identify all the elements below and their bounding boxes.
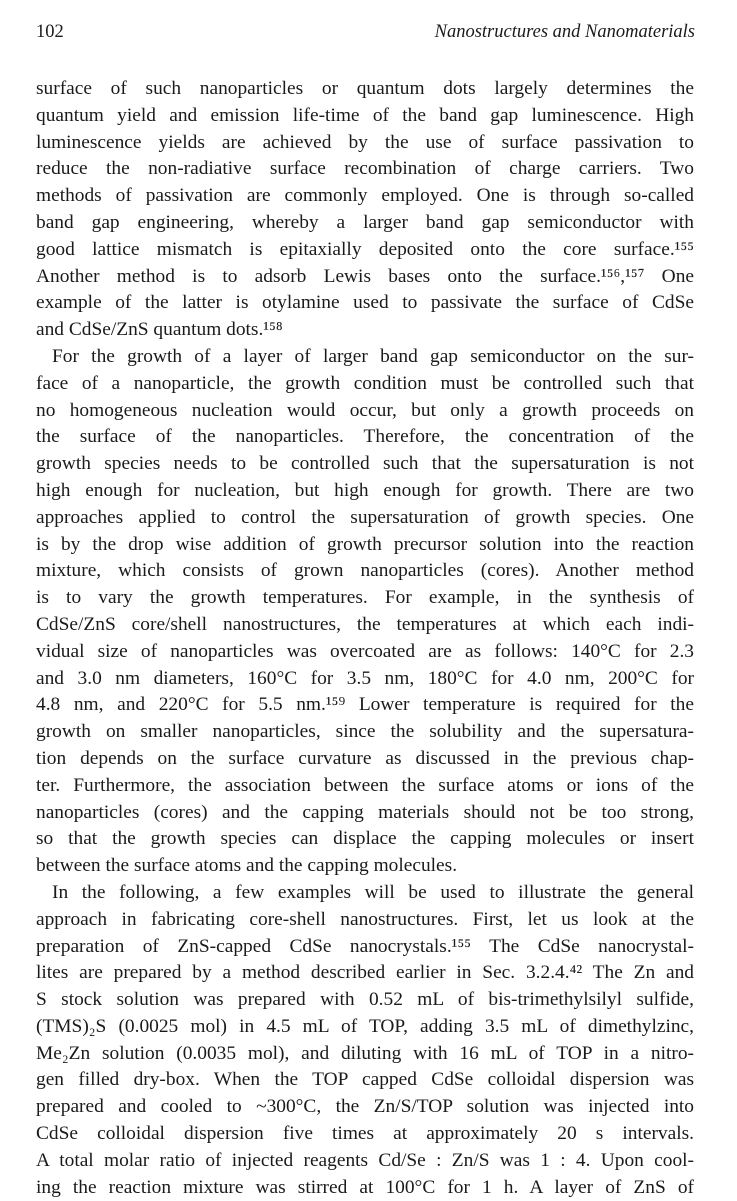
- text-line: CdSe colloidal dispersion five times at approximately 20 s intervals.: [36, 1123, 694, 1145]
- text-line: so that the growth species can displace the capping molecules or insert: [36, 828, 694, 850]
- text-line: luminescence yields are achieved by the use of surface passivation to: [36, 131, 694, 153]
- text-line: face of a nanoparticle, the growth condition must be controlled such that: [36, 372, 694, 394]
- text-line: 4.8 nm, and 220°C for 5.5 nm.¹⁵⁹ Lower temperature is required for the: [36, 694, 694, 716]
- text-line: between the surface atoms and the capping molecules.: [36, 855, 458, 877]
- page-number: 102: [36, 22, 64, 42]
- text-line: preparation of ZnS-capped CdSe nanocrystals.¹⁵⁵ The CdSe nanocrystal-: [36, 935, 694, 957]
- text-line: ing the reaction mixture was stirred at 100°C for 1 h. A layer of ZnS of: [36, 1176, 694, 1198]
- text-line: example of the latter is otylamine used to passivate the surface of CdSe: [36, 292, 694, 314]
- text-line: and 3.0 nm diameters, 160°C for 3.5 nm, 180°C for 4.0 nm, 200°C for: [36, 667, 694, 689]
- text-line: is by the drop wise addition of growth precursor solution into the reaction: [36, 533, 694, 555]
- paragraph-first-line: In the following, a few examples will be used to illustrate the general: [52, 881, 694, 903]
- text-line: approaches applied to control the supersaturation of growth species. One: [36, 506, 694, 528]
- text-line: growth species needs to be controlled such that the supersaturation is not: [36, 453, 694, 475]
- text-line: mixture, which consists of grown nanoparticles (cores). Another method: [36, 560, 694, 582]
- text-line: is to vary the growth temperatures. For example, in the synthesis of: [36, 587, 694, 609]
- text-line: good lattice mismatch is epitaxially deposited onto the core surface.¹⁵⁵: [36, 238, 694, 260]
- text-line: lites are prepared by a method described earlier in Sec. 3.2.4.⁴² The Zn and: [36, 962, 694, 984]
- text-line: A total molar ratio of injected reagents Cd/Se : Zn/S was 1 : 4. Upon cool-: [36, 1149, 694, 1171]
- text-line: and CdSe/ZnS quantum dots.¹⁵⁸: [36, 319, 283, 341]
- text-line: (TMS)₂S (0.0025 mol) in 4.5 mL of TOP, adding 3.5 mL of dimethylzinc,: [36, 1015, 694, 1037]
- text-line: CdSe/ZnS core/shell nanostructures, the temperatures at which each indi-: [36, 613, 694, 635]
- text-line: band gap engineering, whereby a larger band gap semiconductor with: [36, 211, 694, 233]
- text-line: approach in fabricating core-shell nanostructures. First, let us look at the: [36, 908, 694, 930]
- text-line: gen filled dry-box. When the TOP capped CdSe colloidal dispersion was: [36, 1069, 694, 1091]
- text-line: prepared and cooled to ~300°C, the Zn/S/TOP solution was injected into: [36, 1096, 694, 1118]
- text-line: nanoparticles (cores) and the capping materials should not be too strong,: [36, 801, 694, 823]
- text-line: vidual size of nanoparticles was overcoated are as follows: 140°C for 2.3: [36, 640, 694, 662]
- text-line: ter. Furthermore, the association between the surface atoms or ions of the: [36, 774, 694, 796]
- running-header: [36, 22, 695, 48]
- running-title: Nanostructures and Nanomaterials: [434, 22, 695, 42]
- body-text: [36, 76, 694, 1201]
- text-line: surface of such nanoparticles or quantum dots largely determines the: [36, 78, 694, 99]
- text-line: methods of passivation are commonly employed. One is through so-called: [36, 185, 694, 207]
- text-line: growth on smaller nanoparticles, since the solubility and the supersatura-: [36, 721, 694, 743]
- text-line: the surface of the nanoparticles. Therefore, the concentration of the: [36, 426, 694, 448]
- text-line: Me₂Zn solution (0.0035 mol), and diluting with 16 mL of TOP in a nitro-: [36, 1042, 694, 1064]
- text-line: quantum yield and emission life-time of the band gap luminescence. High: [36, 104, 694, 126]
- text-line: S stock solution was prepared with 0.52 mL of bis-trimethylsilyl sulfide,: [36, 989, 694, 1011]
- text-line: reduce the non-radiative surface recombination of charge carriers. Two: [36, 158, 694, 180]
- text-line: high enough for nucleation, but high enough for growth. There are two: [36, 479, 694, 501]
- paragraph-first-line: For the growth of a layer of larger band gap semiconductor on the sur-: [52, 345, 694, 367]
- text-line: Another method is to adsorb Lewis bases onto the surface.¹⁵⁶,¹⁵⁷ One: [36, 265, 694, 287]
- text-line: no homogeneous nucleation would occur, but only a growth proceeds on: [36, 399, 694, 421]
- text-line: tion depends on the surface curvature as discussed in the previous chap-: [36, 747, 694, 769]
